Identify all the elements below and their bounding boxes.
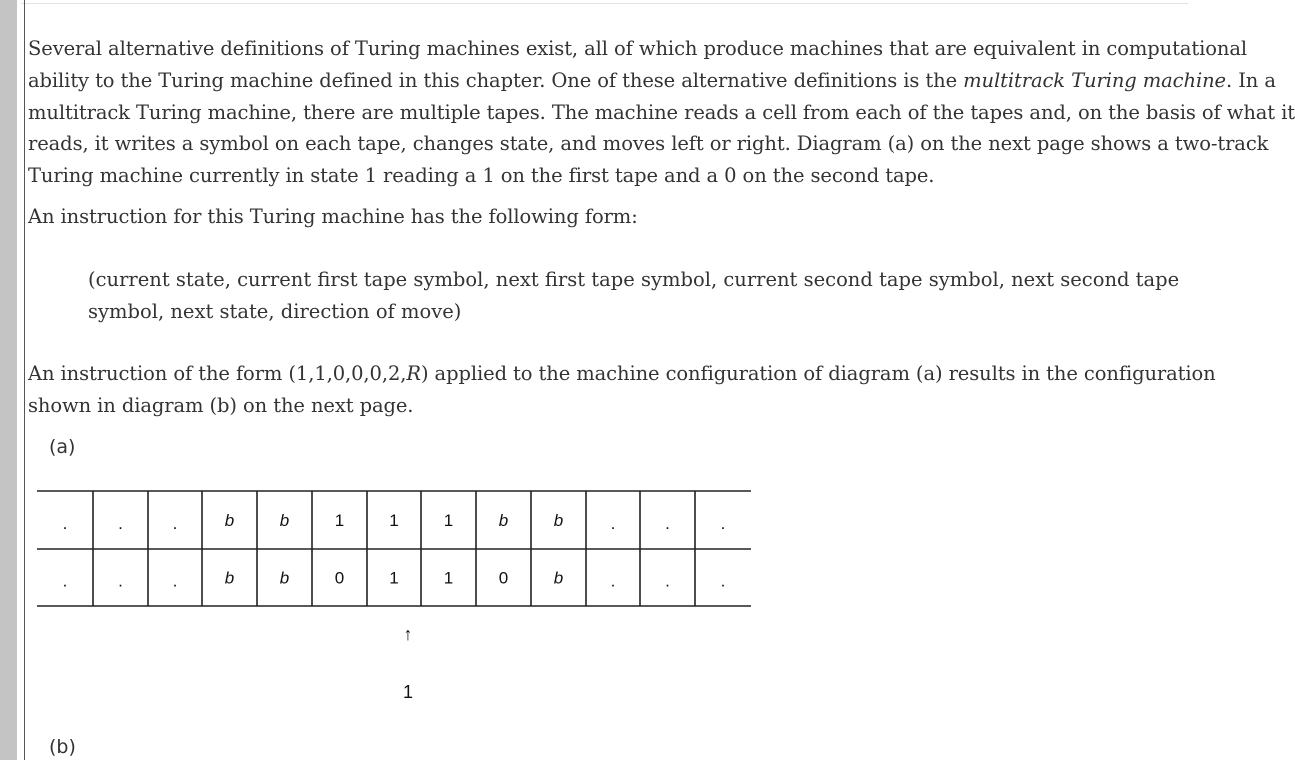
figure-a-label: (a) <box>49 436 76 458</box>
track1-cell-6: 1 <box>389 511 399 530</box>
track2-cell-9: b <box>553 568 564 588</box>
track1-cell-11: . <box>665 514 670 533</box>
track1-cell-0: . <box>62 514 68 533</box>
p1-line-1: Several alternative definitions of Turing machines exist, all of which produce machines that are equivalent in computational <box>28 37 1247 60</box>
track2-cell-4: b <box>279 568 290 588</box>
instruction-line-1: (current state, current first tape symbol, next first tape symbol, current second tape symbol, next second tape <box>88 268 1180 291</box>
tape-head-state: 1 <box>402 682 414 702</box>
track1-cell-5: 1 <box>334 511 345 530</box>
track1-cell-4: b <box>279 511 290 530</box>
track1-cell-12: . <box>720 514 726 533</box>
instruction-line-2: symbol, next state, direction of move) <box>88 299 462 323</box>
track1-cell-8: b <box>498 511 509 530</box>
track1-cell-7: 1 <box>443 511 454 530</box>
p3-direction: R <box>406 362 421 385</box>
track2-cell-2: . <box>172 571 178 591</box>
paragraph-instruction-intro: An instruction for this Turing machine has the following form: <box>28 205 638 228</box>
p1-line-4: reads, it writes a symbol on each tape, changes state, and moves left or right. Diagram (a) on the next page shows a two-track <box>28 132 1269 156</box>
tape-head-arrow-icon: ↑ <box>403 624 413 644</box>
p3-after: ) applied to the machine configuration of diagram (a) results in the configuration <box>420 362 1216 385</box>
track2-cell-10: . <box>610 571 616 591</box>
term-multitrack: multitrack Turing machine <box>963 68 1226 92</box>
track2-cell-8: 0 <box>498 568 509 588</box>
p1-line-3: multitrack Turing machine, there are multiple tapes. The machine reads a cell from each of the tapes and, on the basis of what it <box>28 100 1295 124</box>
track1-cell-9: b <box>553 511 564 530</box>
p3-before: An instruction of the form (1,1,0,0,0,2, <box>28 362 407 385</box>
track1-cell-3: b <box>224 511 235 530</box>
track2-cell-7: 1 <box>443 568 454 588</box>
track2-cell-11: . <box>665 571 670 591</box>
track2-cell-12: . <box>720 571 726 591</box>
p1-line-5: Turing machine currently in state 1 reading a 1 on the first tape and a 0 on the second tape. <box>28 164 935 188</box>
track2-cell-0: . <box>62 571 68 591</box>
track1-cell-10: . <box>610 514 616 533</box>
track2-cell-1: . <box>118 571 123 591</box>
track2-cell-3: b <box>224 568 235 588</box>
track2-cell-6: 1 <box>389 568 399 588</box>
p3-line-2: shown in diagram (b) on the next page. <box>28 393 414 417</box>
track1-cell-1: . <box>118 514 123 533</box>
p1-after-italic: . In a <box>1226 68 1276 92</box>
tape-cells <box>63 511 726 591</box>
track2-cell-5: 0 <box>334 568 345 588</box>
figure-b-label: (b) <box>49 736 76 758</box>
p1-line-2: ability to the Turing machine defined in this chapter. One of these alternative definitions is the <box>28 68 964 92</box>
track1-cell-2: . <box>172 514 178 533</box>
tape-grid <box>37 491 751 606</box>
